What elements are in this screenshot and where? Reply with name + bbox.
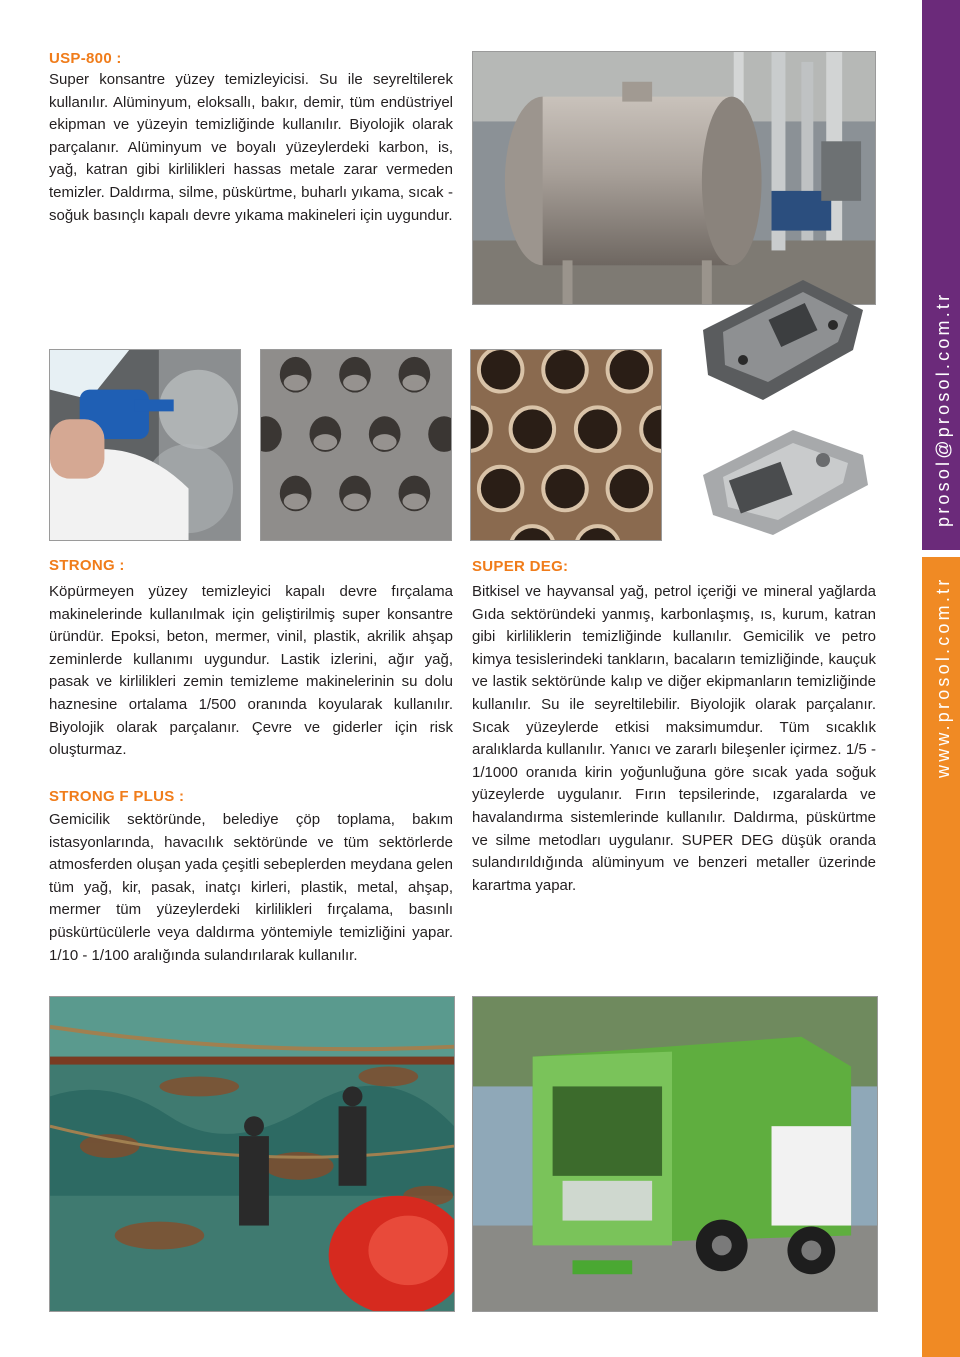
strong-heading: STRONG : xyxy=(49,557,125,574)
sidebar-website[interactable]: www.prosol.com.tr xyxy=(933,576,953,778)
garbage-truck-photo xyxy=(472,996,878,1312)
dirty-tube-sheet-photo xyxy=(260,349,452,541)
spray-bottle-photo xyxy=(49,349,241,541)
sidebar-divider xyxy=(922,550,960,557)
super-deg-description: Bitkisel ve hayvansal yağ, petrol içeriği ve mineral yağlarda Gıda sektöründeki yanmış, karbonlaşmış, ıs, kurum, katran gibi kirliliklerin temizliğinde kullanılır. Gemicilik ve petro kimya tesislerindeki tankların, bacaların temizliğinde, kauçuk ve lastik sektöründe kalıp ve diğer ekipmanların temizliğinde kullanılır. Su ile seyreltilebilir. Biyolojik olarak parçalanır. Sıcak yüzeylerde etkisi maksimumdur. Tüm sıcaklık aralıklarda kullanılır. Yanıcı ve zararlı bileşenler içirmez. 1/5 - 1/1000 oranıda kirin yoğunluğuna göre sıcak yada soğuk yüzeylerde uygulanır. Fırın tepsilerinde, ızgaralarda ve havalandırma sistemlerinde kullanılır. Daldırma, püskürtme ve silme metodları uygulanır. SUPER DEG düşük oranda sulandırıldığında alüminyum ve benzeri metaller üzerinde karartma yapar. xyxy=(472,583,876,894)
sidebar-email[interactable]: prosol@prosol.com.tr xyxy=(933,291,953,527)
clean-tube-sheet-photo xyxy=(470,349,662,541)
ship-hull-cleaning-photo xyxy=(49,996,455,1312)
industrial-tank-photo xyxy=(472,51,876,305)
strong-description: Köpürmeyen yüzey temizleyici kapalı devre fırçalama makinelerinde kullanılmak için geliştirilmiş super konsantre üründür. Epoksi, beton, mermer, vinil, plastik, akrilik ahşap zeminlerde kullanımı uygundur. Lastik izlerini, ağır yağ, pasak ve kirlilikleri zemin temizleme makinelerinin su dolu haznesine ortalama 1/500 oranında koyularak kullanılır. Biyolojik olarak parçalanır. Çevre ve giderler için risk oluşturmaz. xyxy=(49,583,453,759)
metal-hinge-part-image xyxy=(683,270,877,406)
strong-f-plus-heading: STRONG F PLUS : xyxy=(49,788,185,805)
usp800-description: Super konsantre yüzey temizleyicisi. Su ile seyreltilerek kullanılır. Alüminyum, eloksallı, bakır, demir, tüm endüstriyel ekipman ve yüzeyin temizliğinde kullanılır. Biyolojik olarak parçalanır. Alüminyum ve boyalı yüzeylerdeki karbon, is, yağ, katran gibi kirlilikleri hassas metale zarar vermeden temizler. Daldırma, silme, püskürtme, buharlı yıkama, sıcak - soğuk basınçlı kapalı devre yıkama makineleri için uygundur. xyxy=(49,71,453,224)
super-deg-heading: SUPER DEG: xyxy=(472,558,569,575)
metal-bracket-part-image xyxy=(693,415,877,540)
usp800-heading: USP-800 : xyxy=(49,50,122,67)
strong-f-plus-description: Gemicilik sektöründe, belediye çöp toplama, bakım istasyonlarında, havacılık sektöründe ve tüm sektörlerde atmosferden oluşan yada çeşitli sebeplerden meydana gelen tüm yağ, kir, pasak, inatçı kirleri, plastik, metal, ahşap, mermer tüm yüzeylerdeki kirlilikleri fırçalama, basınlı püskürtücülerle veya daldırma yöntemiyle temizliğini yapar. 1/10 - 1/100 aralığında sulandırılarak kullanılır. xyxy=(49,811,453,964)
